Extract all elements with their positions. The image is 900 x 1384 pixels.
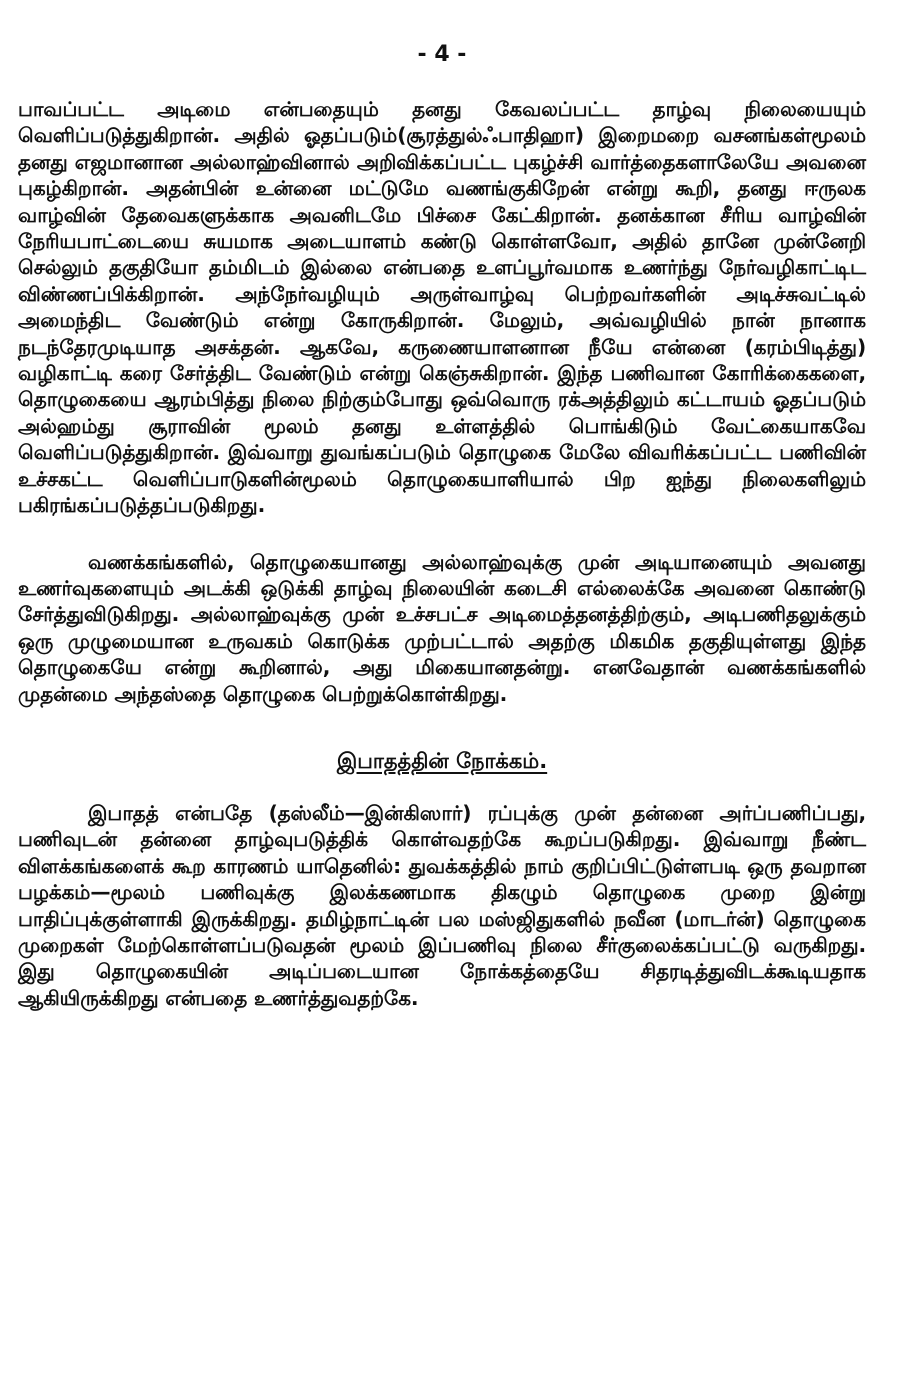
paragraph-3: இபாதத் என்பதே (தஸ்லீம்—இன்கிஸார்) ரப்புக்கு முன் தன்னை அர்ப்பணிப்பது, பணிவுடன் தன்னை தாழ்வுபடுத்திக் கொள்வதற்கே கூறப்படுகிறது. இவ்வாறு நீண்ட விளக்கங்களைக் கூற காரணம் யாதெனில்: துவக்கத்தில் நாம் குறிப்பிட்டுள்ளபடி ஒரு தவறான பழக்கம்—மூலம் பணிவுக்கு இலக்கணமாக திகழும் தொழுகை முறை இன்று பாதிப்புக்குள்ளாகி இருக்கிறது. தமிழ்நாட்டின் பல மஸ்ஜிதுகளில் நவீன (மாடர்ன்) தொழுகை முறைகள் மேற்கொள்ளப்படுவதன் மூலம் இப்பணிவு நிலை சீர்குலைக்கப்பட்டு வருகிறது. இது தொழுகையின் அடிப்படையான நோக்கத்தையே சிதரடித்துவிடக்கூடியதாக ஆகியிருக்கிறது என்பதை உணர்த்துவதற்கே. [18, 800, 866, 1010]
paragraph-1: பாவப்பட்ட அடிமை என்பதையும் தனது கேவலப்பட்ட தாழ்வு நிலையையும் வெளிப்படுத்துகிறான். அதில் ஓதப்படும்(சூரத்துல்ஃபாதிஹா) இறைமறை வசனங்கள்மூலம் தனது எஜமானான அல்லாஹ்வினால் அறிவிக்கப்பட்ட புகழ்ச்சி வார்த்தைகளாலேயே அவனை புகழ்கிறான். அதன்பின் உன்னை மட்டுமே வணங்குகிறேன் என்று கூறி, தனது ஈருலக வாழ்வின் தேவைகளுக்காக அவனிடமே பிச்சை கேட்கிறான். தனக்கான சீரிய வாழ்வின் நேரியபாட்டையை சுயமாக அடையாளம் கண்டு கொள்ளவோ, அதில் தானே முன்னேறி செல்லும் தகுதியோ தம்மிடம் இல்லை என்பதை உளப்பூர்வமாக உணர்ந்து நேர்வழிகாட்டிட விண்ணப்பிக்கிறான். அந்நேர்வழியும் அருள்வாழ்வு பெற்றவர்களின் அடிச்சுவட்டில் அமைந்திட வேண்டும் என்று கோருகிறான். மேலும், அவ்வழியில் நான் நானாக நடந்தேரமுடியாத அசக்தன். ஆகவே, கருணையாளனான நீயே என்னை (கரம்பிடித்து) வழிகாட்டி கரை சேர்த்திட வேண்டும் என்று கெஞ்சுகிறான். இந்த பணிவான கோரிக்கைகளை, தொழுகையை ஆரம்பித்து நிலை நிற்கும்போது ஒவ்வொரு ரக்அத்திலும் கட்டாயம் ஓதப்படும் அல்ஹம்து சூராவின் மூலம் தனது உள்ளத்தில் பொங்கிடும் வேட்கையாகவே வெளிப்படுத்துகிறான். இவ்வாறு துவங்கப்படும் தொழுகை மேலே விவரிக்கப்பட்ட பணிவின் உச்சகட்ட வெளிப்பாடுகளின்மூலம் தொழுகையாளியால் பிற ஐந்து நிலைகளிலும் பகிரங்கப்படுத்தப்படுகிறது. [18, 97, 866, 518]
section-heading: இபாதத்தின் நோக்கம். [336, 748, 548, 773]
page-number: - 4 - [417, 42, 467, 67]
section-heading-wrap [18, 749, 866, 776]
paragraph-2: வணக்கங்களில், தொழுகையானது அல்லாஹ்வுக்கு முன் அடியானையும் அவனது உணர்வுகளையும் அடக்கி ஒடுக்கி தாழ்வு நிலையின் கடைசி எல்லைக்கே அவனை கொண்டு சேர்த்துவிடுகிறது. அல்லாஹ்வுக்கு முன் உச்சபட்ச அடிமைத்தனத்திற்கும், அடிபணிதலுக்கும் ஒரு முழுமையான உருவகம் கொடுக்க முற்பட்டால் அதற்கு மிகமிக தகுதியுள்ளது இந்த தொழுகையே என்று கூறினால், அது மிகையானதன்று. எனவேதான் வணக்கங்களில் முதன்மை அந்தஸ்தை தொழுகை பெற்றுக்கொள்கிறது. [18, 549, 866, 706]
